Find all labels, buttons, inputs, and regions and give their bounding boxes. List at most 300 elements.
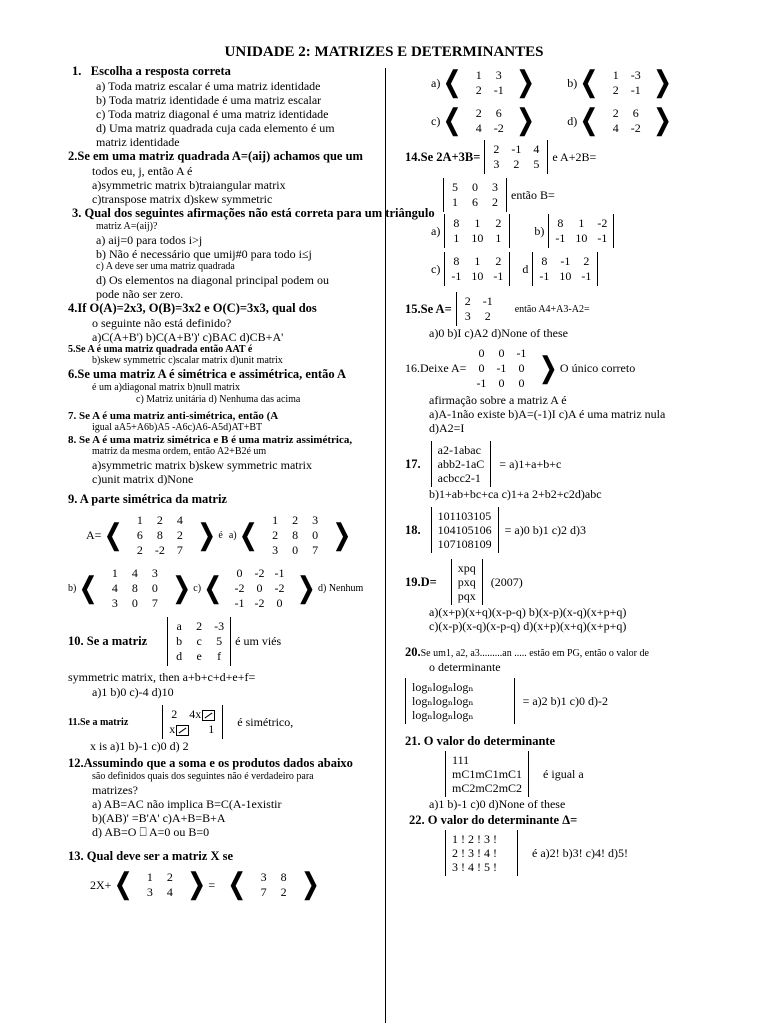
option-d: d) Os elementos na diagonal principal podem ou — [96, 273, 329, 287]
matrix-cell: 105 — [473, 509, 492, 523]
equals-sign: = — [208, 877, 216, 892]
matrix-row — [438, 471, 485, 485]
question-text: O valor do determinante Δ= — [427, 813, 578, 827]
determinant — [431, 507, 499, 553]
option-a-label: a) — [431, 223, 441, 238]
right-angle-bracket: ❭ — [194, 519, 219, 551]
matrix-cell: 3 — [146, 885, 153, 899]
matrix-cell: 4 — [166, 885, 173, 899]
option-d: d)A2=I — [429, 421, 465, 435]
question-text: 12.Assumindo que a soma e os produtos dados abaixo — [68, 756, 353, 770]
question-number: 3. — [72, 206, 82, 220]
options-bc: b)(AB)' =B'A' c)A+B=B+A — [92, 811, 226, 825]
question-sub: são definidos quais dos seguintes não é verdadeiro para — [92, 771, 314, 782]
question-number: 1. — [72, 64, 82, 78]
matrix-cell: mC1 — [498, 767, 523, 781]
matrix-2 — [443, 178, 507, 212]
matrix-cell: mC2 — [452, 781, 476, 795]
options-cd: c)unit matrix d)None — [92, 472, 194, 486]
matrix-row — [611, 121, 641, 136]
question-1 — [72, 64, 388, 149]
option-c-label: c) — [431, 261, 441, 276]
matrix-row — [539, 254, 591, 269]
text-vies: é um viés — [235, 634, 282, 648]
matrix-cell: 7 — [260, 885, 267, 899]
matrix-row — [474, 68, 504, 83]
matrix-cell: -1 — [516, 346, 527, 360]
matrix-row — [491, 142, 541, 157]
matrix-cell: 3 — [272, 543, 279, 557]
matrix-cell: 3 — [151, 566, 158, 580]
question-text: 15.Se A= — [405, 301, 452, 316]
left-angle-bracket: ❬ — [111, 869, 135, 900]
options-ab: a)symmetric matrix b)skew symmetric matrix — [92, 458, 312, 472]
matrix-cell: b — [176, 634, 183, 648]
matrix-row — [452, 753, 522, 767]
matrix-row — [135, 543, 185, 558]
det-row: 3 ! 4 ! 5 ! — [452, 860, 497, 874]
matrix — [470, 344, 532, 393]
determinant — [431, 441, 492, 487]
matrix-1 — [139, 868, 181, 902]
matrix-row — [491, 157, 541, 172]
matrix-row — [452, 781, 522, 795]
matrix-row — [474, 121, 504, 136]
matrix-cell: 106 — [473, 523, 492, 537]
matrix-cell: 4 — [111, 581, 118, 595]
option-a: a) aij=0 para todos i>j — [96, 233, 203, 247]
matrix-cell: 7 — [176, 543, 183, 557]
right-angle-bracket: ❭ — [650, 67, 675, 98]
matrix-cell: 1 — [612, 68, 619, 82]
matrix-cell: 8 — [280, 870, 287, 884]
matrix-cell: q — [469, 561, 476, 575]
matrix-row — [110, 596, 160, 611]
matrix — [167, 617, 231, 666]
question-9 — [68, 492, 388, 613]
matrix-row — [438, 509, 492, 523]
matrix-cell: 2 — [176, 528, 183, 542]
option-b-label: b) — [567, 75, 578, 90]
option-c-matrix — [444, 252, 510, 286]
question-text: 4.If O(A)=2x3, O(B)=3x2 e O(C)=3x3, qual dos — [68, 301, 317, 315]
option-c-matrix — [468, 104, 510, 138]
matrix-cell: 10 — [559, 269, 572, 283]
question-text: 6.Se uma matriz A é simétrica e assimétrica, então A — [68, 367, 347, 381]
matrix-row — [451, 254, 503, 269]
matrix-cell: x — [463, 575, 470, 589]
matrix-cell: 0 — [292, 543, 299, 557]
matrix-row — [235, 566, 285, 581]
matrix-row — [458, 561, 476, 575]
right-angle-bracket: ❭ — [513, 105, 538, 136]
left-angle-bracket: ❬ — [76, 572, 100, 604]
options-cd: c)transpose matrix d)skew symmetric — [92, 192, 273, 206]
matrix-cell: 4 — [131, 566, 138, 580]
question-text: Qual dos seguintes afirmações não está correta para um triângulo — [84, 206, 435, 220]
options: b)1+ab+bc+ca c)1+a 2+b2+c2d)abc — [429, 487, 602, 501]
matrix-cell: 1 — [475, 68, 482, 82]
question-text-cont: e A+2B= — [552, 149, 597, 164]
matrix-cell: 2 — [492, 195, 498, 209]
question-6 — [68, 367, 388, 406]
determinant — [445, 830, 518, 876]
question-3 — [72, 206, 435, 301]
det-row: 2 ! 3 ! 4 ! — [452, 846, 497, 860]
matrix-cell: -1 — [493, 269, 504, 283]
right-angle-bracket: ❭ — [298, 869, 323, 900]
matrix-cell: x — [457, 561, 464, 575]
matrix-cell: 0 — [151, 581, 158, 595]
matrix-cell: 108 — [455, 537, 474, 551]
matrix-cell: 10 — [471, 269, 484, 283]
matrix-cell: mC2 — [475, 781, 499, 795]
matrix-cell: 6 — [495, 106, 502, 120]
matrix-cell: 0 — [236, 566, 243, 580]
matrix-cell: -3 — [214, 619, 225, 633]
matrix-cell: a2-1 — [437, 443, 459, 457]
matrix-row — [451, 231, 503, 246]
square-symbol-icon — [176, 725, 189, 736]
matrix-cell: 104 — [437, 523, 456, 537]
question-text: Se um1, a2, a3.........an ..... estão em PG, então o valor de — [420, 648, 649, 659]
question-12 — [68, 756, 388, 839]
matrix-cell: 109 — [473, 537, 492, 551]
matrix-row — [235, 596, 285, 611]
matrix-cell: 3 — [493, 157, 500, 171]
matrix-cell: mC2 — [498, 781, 523, 795]
question-text: 16.Deixe A= — [405, 361, 467, 375]
matrix-row — [476, 376, 526, 391]
matrix-row — [438, 443, 485, 457]
matrix-cell: 2 — [495, 216, 502, 230]
option-a-label: a) — [228, 530, 237, 541]
matrix-cell: -1 — [555, 231, 566, 245]
matrix — [456, 292, 499, 326]
matrix-cell: 1 — [463, 753, 470, 767]
equals-options: = a)0 b)1 c)2 d)3 — [504, 522, 587, 537]
option-d-matrix — [532, 252, 598, 286]
question-text: 2.Se em uma matriz quadrada A=(aij) achamos que um — [68, 149, 363, 163]
matrix-row — [474, 83, 504, 98]
option-b: b) Não é necessário que umij#0 para todo i≤j — [96, 247, 312, 261]
matrix-cell: 5 — [216, 634, 223, 648]
question-text: O valor do determinante — [423, 734, 556, 748]
matrix-cell: ab — [458, 443, 471, 457]
matrix-cell: 1 — [272, 513, 279, 527]
matrix-cell: 1 — [474, 216, 481, 230]
option-b-label: b) — [68, 583, 77, 594]
question-8 — [68, 434, 388, 486]
question-4 — [68, 301, 388, 344]
matrix-cell: 2 — [475, 106, 482, 120]
matrix-row — [458, 575, 476, 589]
cell: x — [169, 722, 176, 736]
option-d-matrix — [605, 104, 647, 138]
matrix-row — [438, 457, 485, 471]
question-19 — [405, 559, 757, 633]
question-text: 7. Se A é uma matriz anti-simétrica, então (A — [68, 410, 279, 422]
option-d: d) Nenhum — [318, 583, 364, 594]
question-sub: matriz da mesma ordem, então A2+B2é um — [92, 446, 267, 457]
equals-options: = a)2 b)1 c)0 d)-2 — [522, 693, 608, 708]
matrix-cell: 8 — [156, 528, 163, 542]
question-text: 9. A parte simétrica da matriz — [68, 492, 227, 506]
matrix-row — [235, 581, 285, 596]
matrix-cell: 1 — [495, 231, 502, 245]
option-c: c) A deve ser uma matriz quadrada — [96, 261, 235, 272]
matrix-cell: -1 — [560, 254, 571, 268]
matrix-row — [611, 106, 641, 121]
option-a: a) AB=AC não implica B=C(A-1existir — [92, 797, 282, 811]
option-d: d) Uma matriz quadrada cuja cada elemento é um — [96, 121, 335, 135]
matrix-cell: 3 — [312, 513, 319, 527]
matrix-cell: 5 — [533, 157, 540, 171]
matrix-row — [145, 870, 175, 885]
matrix-2 — [253, 868, 295, 902]
matrix-cell: -1 — [539, 269, 550, 283]
options: x is a)1 b)-1 c)0 d) 2 — [90, 739, 189, 753]
matrix-cell: 0 — [478, 346, 485, 360]
matrix-cell: 8 — [453, 216, 460, 230]
option-b: b) Toda matriz identidade é uma matriz escalar — [96, 93, 322, 107]
matrix-row — [259, 870, 289, 885]
left-angle-bracket: ❬ — [440, 105, 464, 136]
option-c: c) Toda matriz diagonal é uma matriz identidade — [96, 107, 329, 121]
matrix-cell: 3 — [260, 870, 267, 884]
options: a)0 b)I c)A2 d)None of these — [429, 326, 568, 340]
question-text: 13. Qual deve ser a matriz X se — [68, 849, 234, 863]
matrix-cell: -2 — [597, 216, 608, 230]
matrix — [162, 705, 223, 739]
square-symbol-icon — [202, 710, 215, 721]
question-number: 17. — [405, 456, 421, 471]
matrix-cell: p — [457, 589, 464, 603]
matrix-cell: 0 — [478, 361, 485, 375]
matrix-cell: 0 — [256, 581, 263, 595]
question-sub: igual aA5+A6b)A5 -A6c)A6-A5d)AT+BT — [92, 422, 263, 433]
matrix-cell: 10 — [471, 231, 484, 245]
right-angle-bracket: ❭ — [294, 572, 318, 604]
question-20 — [405, 645, 757, 724]
matrix-cell: f — [217, 649, 222, 663]
right-angle-bracket: ❭ — [169, 572, 194, 604]
question-text-cont: symmetric matrix, then a+b+c+d+e+f= — [68, 670, 256, 684]
matrix-cell: c2-1 — [459, 471, 481, 485]
text-e: é — [218, 530, 223, 541]
option-d-cont: pode não ser zero. — [96, 287, 184, 301]
question-text: 5.Se A é uma matriz quadrada então AAT é — [68, 344, 253, 355]
question-sub: matriz A=(aij)? — [96, 221, 158, 232]
matrix-cell: 2 — [156, 513, 163, 527]
right-angle-bracket: ❭ — [330, 519, 354, 551]
cell: 4x — [189, 707, 202, 721]
det-row: logₙlogₙlogₙ — [412, 694, 474, 708]
matrix-cell: 0 — [498, 376, 505, 390]
matrix-row — [452, 767, 522, 781]
question-number: 19.D= — [405, 574, 437, 589]
question-7 — [68, 410, 388, 434]
question-number: 20. — [405, 645, 421, 659]
matrix-cell: 2 — [612, 83, 619, 97]
matrix-cell: 8 — [292, 528, 299, 542]
matrix-cell: 1 — [136, 513, 143, 527]
matrix-cell: q — [463, 589, 470, 603]
matrix-cell: 6 — [472, 195, 478, 209]
matrix-cell: 1 — [111, 566, 118, 580]
det-row: logₙlogₙlogₙ — [412, 708, 474, 722]
matrix-row — [450, 180, 500, 195]
matrix-cell: -1 — [482, 294, 493, 308]
matrix-cell: 2 — [484, 309, 491, 323]
matrix-cell: e — [196, 649, 202, 663]
matrix-cell: 7 — [312, 543, 319, 557]
options-cd: c)(x-p)(x-q)(x-p-q) d)(x+p)(x+q)(x+p+q) — [429, 619, 627, 633]
page-title: UNIDADE 2: MATRIZES E DETERMINANTES — [224, 44, 544, 60]
option-a: a) Toda matriz escalar é uma matriz identidade — [96, 79, 321, 93]
matrix-row — [555, 231, 607, 246]
matrix-cell: 6 — [136, 528, 143, 542]
matrix-cell: -2 — [274, 581, 285, 595]
cell: 2 — [171, 707, 178, 721]
equation-lhs: 2X+ — [90, 877, 112, 892]
text-igual: é igual a — [543, 766, 584, 781]
matrix-cell: 1 — [457, 753, 464, 767]
matrix-cell: 10 — [575, 231, 588, 245]
matrix-cell: 2 — [612, 106, 619, 120]
option-a-label: a) — [431, 75, 441, 90]
question-16 — [405, 344, 757, 435]
matrix-cell: d — [176, 649, 183, 663]
question-sub: afirmação sobre a matriz A é — [429, 393, 567, 407]
matrix-cell: 1 — [452, 753, 458, 767]
determinant — [451, 559, 483, 605]
matrix-cell: 2 — [166, 870, 173, 884]
options-ab: é um a)diagonal matrix b)null matrix — [92, 382, 241, 393]
matrix-row — [451, 216, 503, 231]
text-entao: então B= — [511, 187, 555, 202]
matrix-row — [476, 361, 526, 376]
matrix-a — [129, 511, 191, 560]
question-text: 14.Se 2A+3B= — [405, 149, 481, 164]
option-d: d) AB=O ⎕ A=0 ou B=0 — [92, 825, 210, 839]
matrix-cell: 1 — [146, 870, 153, 884]
question-number: 21. — [405, 734, 421, 748]
matrix-cell: mC1 — [452, 767, 476, 781]
matrix-cell: 2 — [280, 885, 287, 899]
equals-options: = a)1+a+b+c — [499, 456, 562, 471]
matrix-cell: -1 — [581, 269, 592, 283]
matrix-cell: 2 — [464, 294, 471, 308]
question-11 — [68, 705, 388, 754]
matrix-cell: 0 — [276, 596, 283, 610]
matrix-cell: -1 — [274, 566, 285, 580]
option-a-matrix — [444, 214, 510, 248]
determinant — [445, 751, 529, 797]
matrix-cell: -1 — [234, 596, 245, 610]
option-d-label: d — [522, 261, 529, 276]
matrix-cell: 4 — [176, 513, 183, 527]
matrix-label: A= — [86, 528, 102, 542]
matrix-cell: 3 — [492, 180, 498, 194]
question-18 — [405, 507, 757, 553]
matrix-cell: 0 — [518, 376, 525, 390]
matrix-cell: 101 — [437, 509, 456, 523]
matrix-cell: p — [457, 575, 464, 589]
year: (2007) — [490, 574, 523, 589]
matrix-cell: 4 — [612, 121, 619, 135]
matrix-cell: x — [469, 589, 476, 603]
options-cd: c) Matriz unitária d) Nenhuma das acima — [136, 394, 301, 405]
matrix-cell: ab — [437, 457, 449, 471]
matrix-cell: aC — [470, 457, 485, 471]
matrix-cell: -2 — [254, 596, 265, 610]
matrix-cell: 6 — [632, 106, 639, 120]
left-angle-bracket: ❬ — [225, 869, 249, 900]
matrix-cell: 3 — [464, 309, 471, 323]
matrix-row — [270, 543, 320, 558]
matrix-cell: -3 — [630, 68, 641, 82]
equals-options: é a)2! b)3! c)4! d)5! — [532, 845, 628, 860]
matrix-cell: -2 — [234, 581, 245, 595]
matrix-row — [174, 649, 224, 664]
question-number: 18. — [405, 522, 421, 537]
matrix-cell: 4 — [533, 142, 540, 156]
matrix-row — [463, 294, 493, 309]
question-text-cont: O único correto — [559, 361, 636, 375]
right-angle-bracket: ❭ — [650, 105, 675, 136]
matrix-row — [555, 216, 607, 231]
option-b-matrix — [605, 66, 647, 100]
matrix-row — [463, 309, 493, 324]
matrix-cell: 2 — [292, 513, 299, 527]
option-c-matrix — [229, 564, 291, 613]
matrix-cell: -1 — [496, 361, 507, 375]
matrix-cell: c — [196, 634, 202, 648]
matrix-cell: b2-1 — [448, 457, 471, 471]
question-10 — [68, 617, 388, 699]
matrix-cell: 2 — [272, 528, 279, 542]
matrix-cell: -1 — [493, 83, 504, 97]
matrix-row — [438, 523, 492, 537]
left-angle-bracket: ❬ — [577, 67, 601, 98]
question-text: 8. Se A é uma matriz simétrica e B é uma matriz assimétrica, — [68, 434, 353, 446]
matrix-cell: 0 — [312, 528, 319, 542]
options-ab: a)(x+p)(x+q)(x-p-q) b)(x-p)(x-q)(x+p+q) — [429, 605, 627, 619]
matrix-row — [259, 885, 289, 900]
option-c-label: c) — [193, 583, 202, 594]
matrix-cell: 2 — [583, 254, 590, 268]
matrix-cell: 8 — [131, 581, 138, 595]
matrix-row — [135, 528, 185, 543]
options: b)skew symmetric c)scalar matrix d)unit matrix — [92, 355, 283, 366]
cell: 1 — [208, 722, 215, 736]
matrix-cell: -2 — [254, 566, 265, 580]
matrix-row — [450, 195, 500, 210]
matrix-cell: 0 — [472, 180, 478, 194]
matrix-cell: ac — [470, 443, 481, 457]
matrix-cell: 1 — [474, 254, 481, 268]
option-d-label: d) — [567, 113, 578, 128]
matrix-cell: 2 — [136, 543, 143, 557]
matrix-cell: -1 — [597, 231, 608, 245]
matrix-cell: -2 — [493, 121, 504, 135]
left-angle-bracket: ❬ — [577, 105, 601, 136]
question-5 — [68, 344, 388, 367]
question-21 — [405, 734, 757, 811]
matrix-cell: 8 — [453, 254, 460, 268]
option-c-label: c) — [431, 113, 441, 128]
